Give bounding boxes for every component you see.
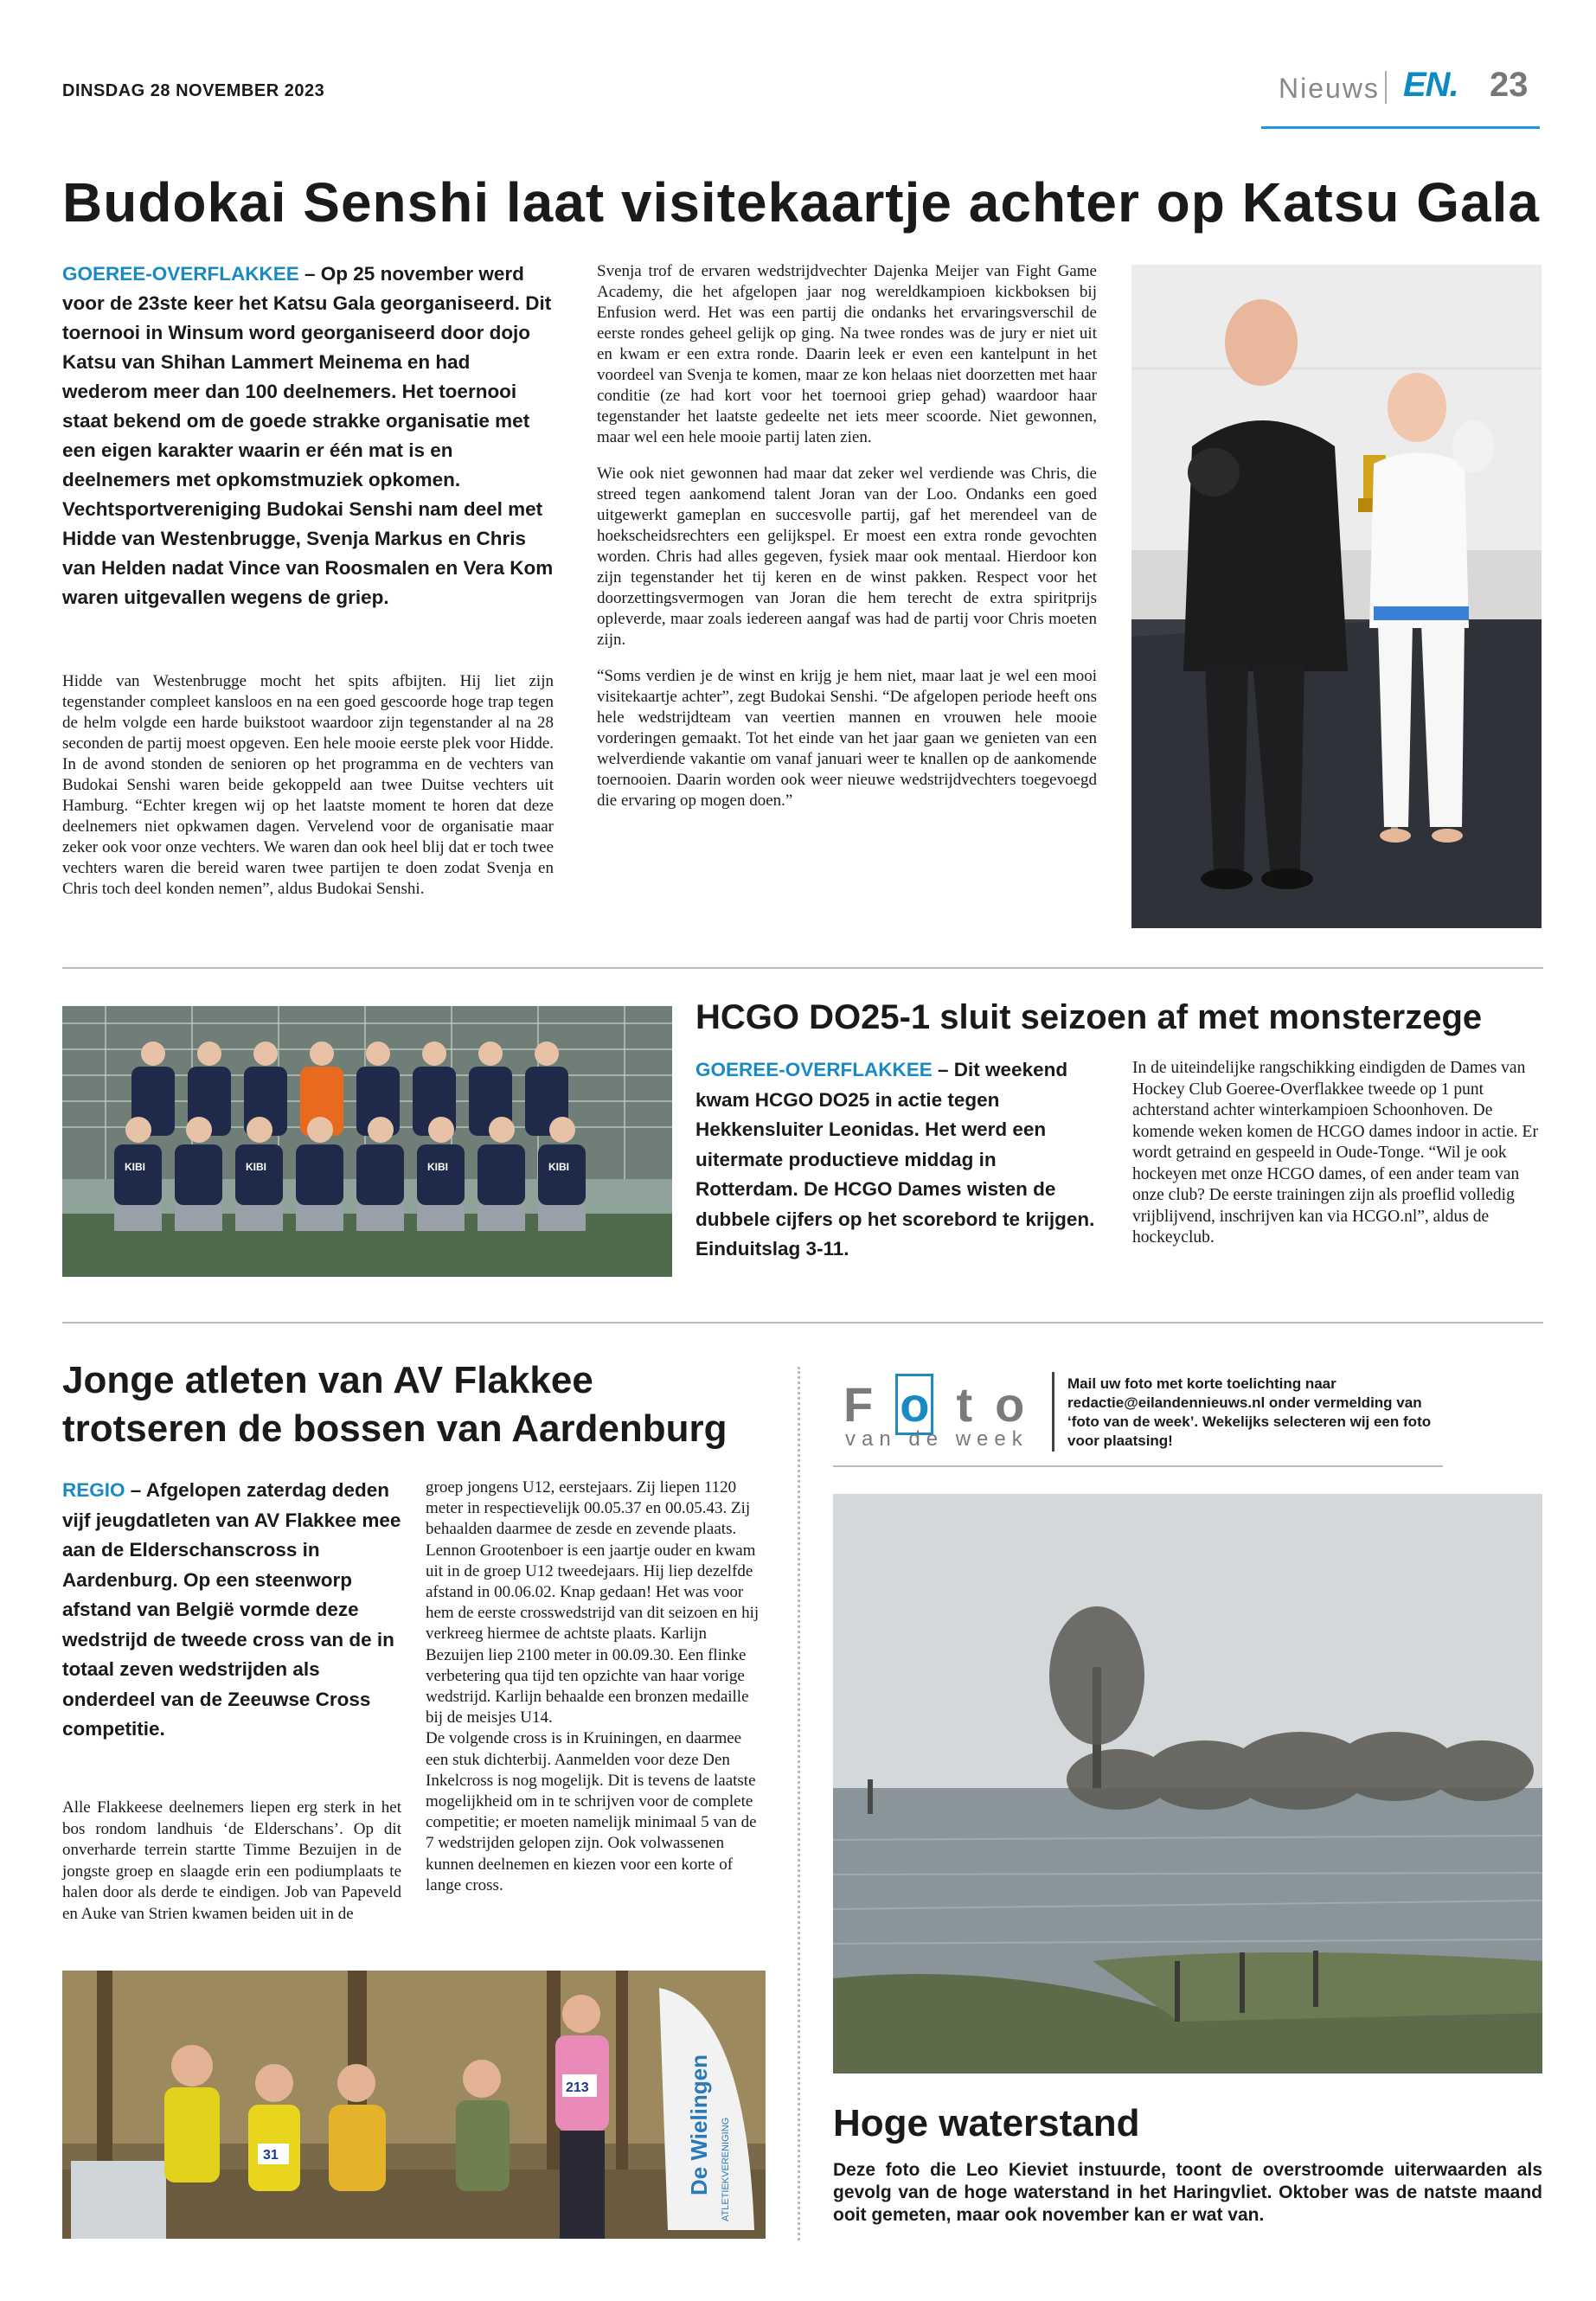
article1-body-col1	[62, 671, 554, 915]
article3-body-col1	[62, 1798, 401, 1940]
logo-subtitle: van de week	[845, 1427, 1029, 1451]
article1-body-col2	[597, 261, 1097, 827]
flooded-floodplains-illustration	[833, 1494, 1542, 2073]
column-divider	[798, 1367, 800, 2240]
article2-lead	[695, 1055, 1098, 1265]
article1-paragraph: Hidde van Westenbrugge mocht het spits afbijten. Hij liet zijn tegenstander compleet kansloos en na een goed gescoorde hoge trap tegen de helm volgde een harde buikstoot waardoor zijn tegenstander al na 28 seconden de partij moest opgeven. Een hele mooie eerste plek voor Hidde. In de avond stonden de senioren op het programma en de vechters van Budokai Senshi waren beide gekoppeld aan twee Duitse vechters uit Hamburg. “Echter kregen wij op het laatste moment te horen dat deze deelnemers niet opkwamen dagen. Vervelend voor de organisatie maar zeker ook voor onze vechters. We waren dan ook heel blij dat er toch twee vechters waren die bereid waren twee partijen te doen zodat Svenja en Chris toch deel konden nemen”, aldus Budokai Senshi.	[62, 672, 554, 898]
section-divider	[62, 967, 1543, 969]
article3-paragraph: De volgende cross is in Kruiningen, en daarmee een stuk dichterbij. Aanmelden voor deze Den Inkelcross is nog mogelijk. Dit is tevens de laatste mogelijkheid om in te schrijven voor de complete competitie; er moeten namelijk minimaal 5 van de 7 wedstrijden gelopen zijn. Ook volwassenen kunnen deelnemen en kiezen voor een korte of lange cross.	[426, 1729, 757, 1894]
article1-headline: Budokai Senshi laat visitekaartje achter op Katsu Gala	[62, 171, 1540, 234]
article2-lead-text: – Dit weekend kwam HCGO DO25 in actie tegen Hekkensluiter Leonidas. Het werd een uitermate productieve middag in Rotterdam. De HCGO Dames wisten de dubbele cijfers op het scorebord te krijgen. Einduitslag 3-11.	[695, 1059, 1095, 1259]
article3-kicker: REGIO	[62, 1479, 125, 1501]
foto-van-de-week-logo	[843, 1374, 1048, 1452]
article2-paragraph: In de uiteindelijke rangschikking eindigden de Dames van Hockey Club Goeree-Overflakkee tweede op 1 punt achterstand achter winterkampioen Schoonhoven. De komende weken komen de HCGO dames indoor in actie. Er wordt getraind en gespeeld in Oude-Tonge. “Wil je ook hockeyen met onze HCGO dames, of een ander team van onze club? De eerste trainingen zijn als proeflid volledig vrijblijvend, inschrijven kan via HCGO.nl”, aldus de hockeyclub.	[1132, 1059, 1538, 1247]
banner-text: De Wielingen	[686, 2054, 712, 2195]
promo-divider	[1052, 1372, 1054, 1452]
section-label: Nieuws	[1279, 73, 1380, 104]
budokai-photo-illustration	[1131, 265, 1542, 928]
logo-letter: t	[956, 1377, 996, 1432]
hockey-team-illustration	[62, 1006, 672, 1277]
page-date: DINSDAG 28 NOVEMBER 2023	[62, 81, 325, 100]
article3-body-col2	[426, 1477, 766, 1912]
article1-lead-text: – Op 25 november werd voor de 23ste keer het Katsu Gala georganiseerd. Dit toernooi in Winsum word georganiseerd door dojo Katsu van Shihan Lammert Meinema en had wederom meer dan 100 deelnemers. Het toernooi staat bekend om de goede strakke organisatie met een eigen karakter waarin er één mat is en deelnemers met opkomstmuziek opkomen. Vechtsportvereniging Budokai Senshi nam deel met Hidde van Westenbrugge, Svenja Markus en Chris van Helden nadat Vince van Roosmalen en Vera Kom waren uitgevallen wegens de griep.	[62, 263, 554, 608]
article2-kicker: GOEREE-OVERFLAKKEE	[695, 1059, 933, 1080]
section-divider	[62, 1322, 1543, 1324]
photo-of-week-caption: Deze foto die Leo Kieviet instuurde, toont de overstroomde uiterwaarden als gevolg van de hoge waterstand in het Haringvliet. Oktober was de natste maand ooit gemeten, maar ook november kan er wat van.	[833, 2160, 1542, 2225]
header-rule	[1261, 126, 1540, 129]
bib-number: 213	[566, 2080, 589, 2095]
article2-body	[1132, 1058, 1542, 1265]
logo-letter: o	[995, 1377, 1048, 1432]
article1-lead	[62, 260, 554, 612]
shirt-sponsor: KIBI	[125, 1161, 145, 1173]
article1-paragraph: “Soms verdien je de winst en krijg je hem niet, maar laat je wel een mooi visitekaartje achter”, zegt Budokai Senshi. “De afgelopen periode heeft ons hele wedstrijdteam van veertien mannen en vrouwen hele mooie vorderingen gemaakt. Tot het einde van het jaar gaan we genieten van een welverdiende vakantie om vanaf januari weer te knallen op de aankomende toernooien. Daarin worden ook weer nieuwe wedstrijdvechters toegevoegd die ervaring op mogen doen.”	[597, 667, 1097, 810]
article1-photo	[1131, 265, 1542, 928]
shirt-sponsor: KIBI	[548, 1161, 569, 1173]
shirt-sponsor: KIBI	[427, 1161, 448, 1173]
article3-paragraph: groep jongens U12, eerstejaars. Zij liepen 1120 meter in respectievelijk 00.05.37 en 00.05.43. Zij behaalden daarmee de zesde en zevende plaats. Lennon Grootenboer is een jaartje ouder en kwam uit in de groep U12 tweedejaars. Hij liep dezelfde afstand in 00.06.02. Knap gedaan! Het was voor hem de eerste crosswedstrijd van dit seizoen en hij verkreeg hiermee de achtste plaats. Karlijn Bezuijen liep 2100 meter in 00.09.30. Een flinke verbetering qua tijd ten opzichte van haar vorige wedstrijd. Karlijn behaalde een bronzen medaille bij de meisjes U14.	[426, 1478, 760, 1727]
bib-number: 31	[263, 2148, 279, 2163]
banner-subtext: ATLETIEKVERENIGING	[721, 2117, 731, 2221]
logo-letter: o	[895, 1374, 933, 1435]
article3-headline-line1: Jonge atleten van AV Flakkee	[62, 1359, 593, 1401]
article1-paragraph: Wie ook niet gewonnen had maar dat zeker wel verdiende was Chris, die streed tegen aankomend talent Joran van der Loo. Ondanks een goed uitgewerkt gameplan en succesvolle partij, gaf het merendeel van de hoekscheidsrechters een gelijkspel. Er moest een extra ronde gevochten worden. Chris had alles gegeven, fysiek maar ook mentaal. Hierdoor kon zijn tegenstander het tij keren en de winst pakken. Respect voor het doorzettingsvermogen van Joran die hem terecht de extra spiritprijs opleverde, maar zoals iedereen aangaf was had de partij voor Chris moeten zijn.	[597, 465, 1097, 649]
page-number: 23	[1490, 66, 1529, 104]
article3-paragraph: Alle Flakkeese deelnemers liepen erg sterk in het bos rondom landhuis ‘de Elderschans’. Op dit onverharde terrein startte Timme Bezuijen in de jongste groep en slaagde erin een podiumplaats te halen door als derde te eindigen. Job van Papeveld en Auke van Strien kwamen beiden uit in de	[62, 1798, 401, 1923]
promo-rule	[833, 1465, 1443, 1467]
photo-promo-text: Mail uw foto met korte toelichting naar redactie@eilandennieuws.nl onder vermelding van ‘foto van de week’. Wekelijks selecteren wij een foto voor plaatsing!	[1067, 1375, 1432, 1449]
newspaper-logo: EN.	[1403, 66, 1458, 104]
athletes-photo-illustration	[62, 1971, 766, 2239]
article3-photo	[62, 1971, 766, 2239]
logo-letter: F	[843, 1377, 896, 1432]
article1-paragraph: Svenja trof de ervaren wedstrijdvechter Dajenka Meijer van Fight Game Academy, die het afgelopen jaar nog wereldkampioen kickboksen bij Enfusion werd. Het was een partij die ondanks het ervaringsverschil de eerste rondes geheel gelijk op ging. Na twee rondes was de jury er niet uit en kwam er een extra ronde. Daarin leek er even een kantelpunt in het voordeel van Svenja te komen, maar ze kon helaas niet doorzetten met haar conditie (ze had kort voor het toernooi griep gehad) waardoor haar tegenstander het laatste gedeelte net iets meer scoorde. Niet gewonnen, maar wel een hele mooie partij laten zien.	[597, 262, 1097, 446]
article2-headline: HCGO DO25-1 sluit seizoen af met monsterzege	[695, 998, 1483, 1036]
header-divider	[1385, 71, 1387, 104]
article3-headline	[62, 1356, 727, 1453]
article3-lead	[62, 1476, 401, 1745]
article3-headline-line2: trotseren de bossen van Aardenburg	[62, 1407, 727, 1450]
photo-of-week-title: Hoge waterstand	[833, 2102, 1140, 2144]
article3-lead-text: – Afgelopen zaterdag deden vijf jeugdatleten van AV Flakkee mee aan de Elderschanscross in Aardenburg. Op een steenworp afstand van België vormde deze wedstrijd de tweede cross van de in totaal zeven wedstrijden als onderdeel van de Zeeuwse Cross competitie.	[62, 1479, 401, 1740]
foto-van-de-week-photo	[833, 1494, 1542, 2073]
article2-photo	[62, 1006, 672, 1277]
article1-kicker: GOEREE-OVERFLAKKEE	[62, 263, 299, 285]
shirt-sponsor: KIBI	[246, 1161, 266, 1173]
